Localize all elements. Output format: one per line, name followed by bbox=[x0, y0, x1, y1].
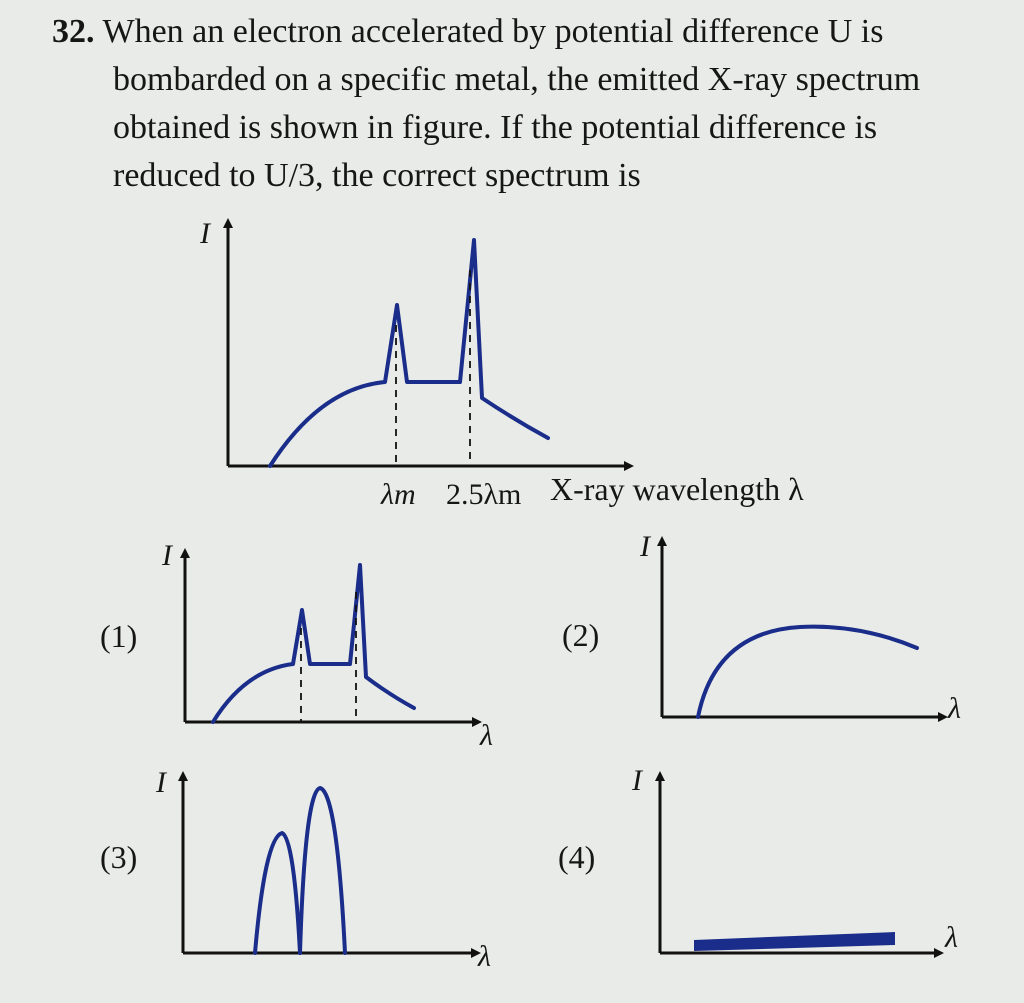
option-2-figure bbox=[562, 530, 961, 725]
option-1-figure bbox=[100, 539, 493, 752]
main-spectrum-curve bbox=[270, 240, 548, 466]
main-y-label: I bbox=[200, 217, 210, 250]
question-number: 32. bbox=[52, 13, 95, 50]
option-3-label: (3) bbox=[100, 839, 138, 875]
option-1-label: (1) bbox=[100, 618, 138, 654]
option-2-x-label: λ bbox=[948, 692, 961, 725]
option-2-label: (2) bbox=[562, 617, 600, 653]
question-line-4: reduced to U/3, the correct spectrum is bbox=[113, 157, 641, 194]
option-3-peak-1 bbox=[255, 833, 300, 953]
option-3-figure bbox=[100, 766, 491, 973]
option-3-y-label: I bbox=[156, 766, 166, 799]
option-1-curve bbox=[213, 565, 414, 722]
option-4-figure bbox=[558, 764, 958, 954]
option-3-x-label: λ bbox=[478, 940, 491, 973]
option-4-y-label: I bbox=[632, 764, 642, 797]
main-spectrum-figure bbox=[199, 217, 804, 511]
question-line-2: bombarded on a specific metal, the emitted X-ray spectrum bbox=[113, 61, 921, 98]
option-3-peak-2 bbox=[300, 788, 345, 953]
option-4-label: (4) bbox=[558, 839, 596, 875]
question-line-3: obtained is shown in figure. If the potential difference is bbox=[113, 109, 878, 146]
option-1-y-label: I bbox=[162, 539, 172, 572]
option-4-band bbox=[694, 932, 895, 951]
option-1-x-label: λ bbox=[480, 719, 493, 752]
option-4-x-label: λ bbox=[945, 921, 958, 954]
tick-label-lambda-m: λm bbox=[381, 478, 416, 511]
option-2-y-label: I bbox=[640, 530, 650, 563]
option-2-curve bbox=[698, 627, 917, 717]
question-text-1: When an electron accelerated by potential difference U is bbox=[102, 13, 884, 50]
main-x-label: X-ray wavelength λ bbox=[550, 471, 804, 507]
tick-label-2-5-lambda-m: 2.5λm bbox=[446, 478, 522, 511]
